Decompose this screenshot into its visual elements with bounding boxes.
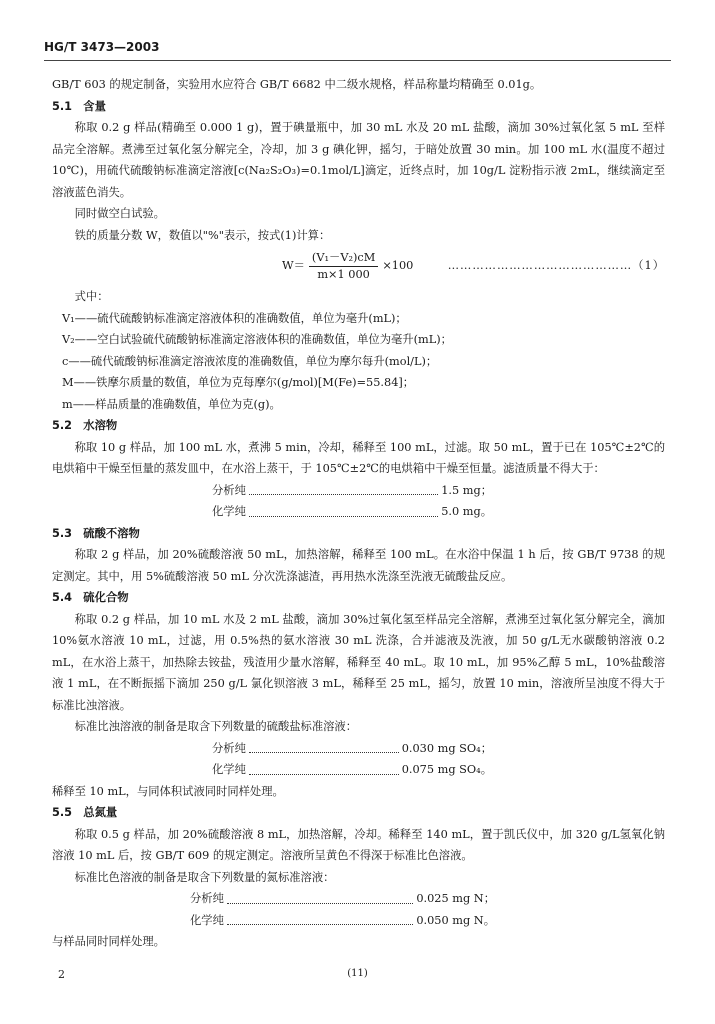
footer-center-mark: (11)	[347, 968, 368, 979]
limit-value: 0.030 mg SO₄；	[401, 741, 492, 755]
definition-c: c——硫代硫酸钠标准滴定溶液浓度的准确数值，单位为摩尔每升(mol/L)；	[62, 354, 438, 368]
standard-code: HG/T 3473—2003	[44, 40, 160, 54]
grade-label: 分析纯	[190, 892, 224, 905]
definition-M: M——铁摩尔质量的数值，单位为克每摩尔(g/mol)[M(Fe)=55.84]；	[62, 376, 415, 389]
section-5-3-procedure: 称取 2 g 样品，加 20%硫酸溶液 50 mL，加热溶解，稀释至 100 mL。在水浴中保温 1 h 后，按 GB/T 9738 的规定测定。其中，用 5%硫酸溶液 50 mL 分次洗涤滤渣，再用热水洗涤至洗液无硫酸盐反应。	[52, 548, 665, 583]
section-5-5-heading: 5.5 总氮量	[52, 806, 118, 819]
same-treatment-note: 与样品同时同样处理。	[52, 935, 165, 948]
leader-dots	[227, 888, 413, 904]
leader-dots	[249, 480, 438, 496]
formula-intro: 铁的质量分数 W，数值以"%"表示，按式(1)计算：	[74, 228, 331, 242]
formula-fraction	[309, 250, 378, 283]
dilution-note: 稀释至 10 mL，与同体积试液同时同样处理。	[52, 784, 284, 798]
grade-label: 化学纯	[212, 505, 246, 518]
limit-value: 0.025 mg N；	[416, 892, 495, 905]
limit-value: 0.075 mg SO₄。	[401, 763, 492, 776]
leader-dots	[249, 738, 399, 754]
document-body	[52, 74, 665, 953]
where-label: 式中：	[74, 290, 109, 303]
spec-row-chemical-nitrogen	[190, 910, 495, 932]
grade-label: 化学纯	[212, 763, 246, 776]
leader-dots	[249, 501, 438, 517]
section-5-1-procedure: 称取 0.2 g 样品(精确至 0.000 1 g)，置于碘量瓶中，加 30 mL 水及 20 mL 盐酸，滴加 30%过氧化氢 5 mL 至样品完全溶解。煮沸至过氧化氢分解完全，冷却，加 3 g 碘化钾，摇匀，于暗处放置 30 min。加 100 mL 水(温度不超过 10℃)，用硫代硫酸钠标准滴定溶液[c(Na₂S₂O₃)=0.1mol/L]滴定，近终点时，加 10g/L 淀粉指示液 2mL，继续滴定至溶液蓝色消失。	[52, 121, 665, 199]
definition-v2: V₂——空白试验硫代硫酸钠标准滴定溶液体积的准确数值，单位为毫升(mL)；	[62, 333, 452, 346]
grade-label: 分析纯	[212, 741, 246, 755]
page-number: 2	[58, 968, 65, 981]
limit-value: 5.0 mg。	[441, 505, 492, 518]
section-5-1-heading: 5.1 含量	[52, 99, 106, 113]
formula-number: ………………………………………（1）	[447, 259, 665, 273]
spec-row-chemical-sulfate	[212, 759, 492, 781]
leader-dots	[249, 759, 399, 775]
spec-row-analytical-nitrogen	[190, 888, 495, 910]
formula-lhs: W＝	[282, 259, 305, 273]
section-5-2-procedure: 称取 10 g 样品，加 100 mL 水，煮沸 5 min，冷却，稀释至 100 mL，过滤。取 50 mL，置于已在 105℃±2℃的电烘箱中干燥至恒量的蒸发皿中，在水浴上蒸干，于 105℃±2℃的电烘箱中干燥至恒量。滤渣质量不得大于：	[52, 440, 665, 475]
limit-value: 0.050 mg N。	[416, 913, 495, 927]
intro-paragraph: GB/T 603 的规定制备，实验用水应符合 GB/T 6682 中二级水规格，样品称量均精确至 0.01g。	[52, 78, 542, 91]
grade-label: 分析纯	[212, 483, 246, 497]
header-rule	[44, 60, 671, 61]
grade-label: 化学纯	[190, 913, 224, 927]
section-5-3-heading: 5.3 硫酸不溶物	[52, 526, 140, 540]
spec-row-analytical-sulfate	[212, 738, 492, 760]
spec-row-analytical-residue	[212, 480, 492, 502]
section-5-4-heading: 5.4 硫化合物	[52, 591, 129, 604]
section-5-4-procedure: 称取 0.2 g 样品，加 10 mL 水及 2 mL 盐酸，滴加 30%过氧化氢至样品完全溶解，煮沸至过氧化氢分解完全，滴加 10%氨水溶液 10 mL，过滤，用 0.5%热的氨水溶液 30 mL 洗涤，合并滤液及洗液，加 50 g/L无水碳酸钠溶液 0.2 mL，在水浴上蒸干，加热除去铵盐，残渣用少量水溶解，稀释至 40 mL。取 10 mL，加 95%乙醇 5 mL，10%盐酸溶液 1 mL，在不断振摇下滴加 250 g/L 氯化钡溶液 3 mL，稀释至 25 mL，摇匀，放置 10 min，溶液所呈浊度不得大于标准比浊溶液。	[52, 612, 665, 712]
color-standard-intro: 标准比色溶液的制备是取含下列数量的氮标准溶液：	[74, 870, 335, 884]
limit-value: 1.5 mg；	[441, 483, 492, 497]
formula-numerator: (V₁－V₂)cM	[309, 250, 378, 267]
definition-m: m——样品质量的准确数值，单位为克(g)。	[62, 397, 281, 411]
section-5-5-procedure: 称取 0.5 g 样品，加 20%硫酸溶液 8 mL，加热溶解，冷却。稀释至 140 mL，置于凯氏仪中，加 320 g/L氢氧化钠溶液 10 mL 后，按 GB/T 609 的规定测定。溶液所呈黄色不得深于标准比色溶液。	[52, 827, 665, 862]
section-5-2-heading: 5.2 水溶物	[52, 419, 118, 432]
blank-test-note: 同时做空白试验。	[74, 207, 165, 220]
formula-tail: ×100	[382, 259, 414, 273]
formula-1	[282, 246, 665, 286]
definition-v1: V₁——硫代硫酸钠标准滴定溶液体积的准确数值，单位为毫升(mL)；	[62, 311, 407, 325]
formula-denominator: m×1 000	[317, 267, 370, 281]
leader-dots	[227, 910, 413, 926]
turbidity-standard-intro: 标准比浊溶液的制备是取含下列数量的硫酸盐标准溶液：	[74, 720, 358, 733]
spec-row-chemical-residue	[212, 501, 492, 523]
